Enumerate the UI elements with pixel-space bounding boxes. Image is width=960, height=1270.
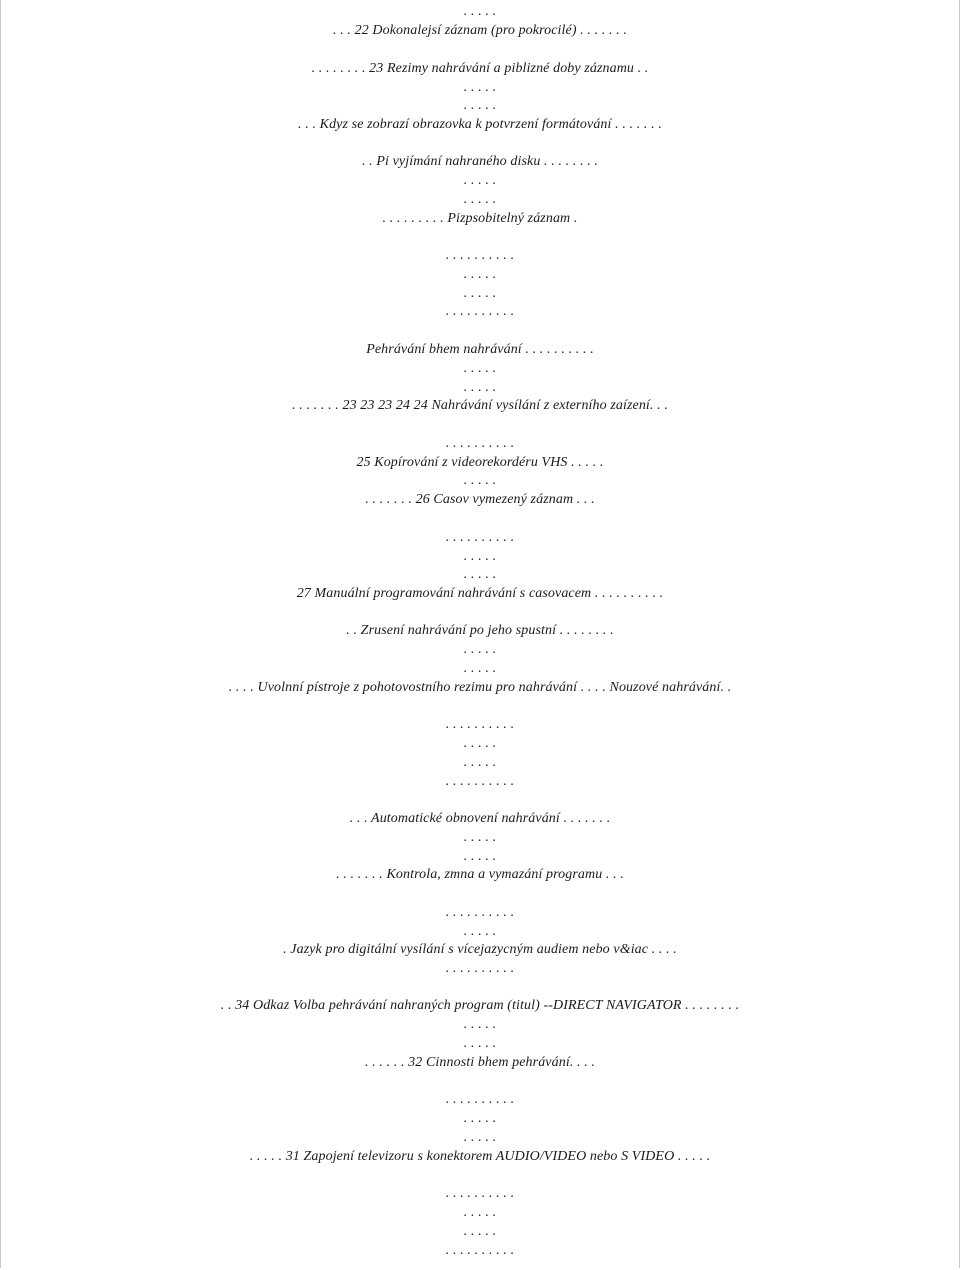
toc-line: . . . . . . . . . . — [445, 774, 515, 789]
toc-line: . . . . . — [463, 267, 497, 282]
toc-line: . . . . . . . . . . — [445, 248, 515, 263]
toc-line: . . . . . — [463, 1224, 497, 1239]
toc-line: . . . . . . . . . . — [445, 961, 515, 976]
toc-line: . . . . . — [463, 4, 497, 19]
toc-line: . . . . Uvolnní pístroje z pohotovostního rezimu pro nahrávání . . . . Nouzové nahrávání. . — [228, 680, 732, 695]
toc-line: . . . . . . . . . . — [445, 1243, 515, 1258]
toc-line: . . . . . . . . . . — [445, 717, 515, 732]
toc-line: . . . . . — [463, 380, 497, 395]
toc-line: . . . . . — [463, 98, 497, 113]
toc-line: . . . . . — [463, 1130, 497, 1145]
toc-line: . . . . . . . . . . — [445, 304, 515, 319]
toc-line: . . . . . — [463, 642, 497, 657]
toc-line: . . . . . — [463, 1111, 497, 1126]
toc-line: . . . Kdyz se zobrazí obrazovka k potvrzení formátování . . . . . . . — [298, 117, 662, 132]
toc-line: . . Pi vyjímání nahraného disku . . . . . . . . — [361, 154, 599, 169]
toc-line: . . . . . . . 26 Casov vymezený záznam . . . — [365, 492, 595, 507]
toc-line: . . . . . . . Kontrola, zmna a vymazání programu . . . — [336, 867, 624, 882]
toc-line: . . . . . — [463, 1017, 497, 1032]
toc-line: . . . . . — [463, 549, 497, 564]
toc-line: . . . . . . . . 23 Rezimy nahrávání a piblizné doby záznamu . . — [311, 61, 649, 76]
toc-line: . . . . . — [463, 849, 497, 864]
toc-line: . . . . . — [463, 830, 497, 845]
toc-line: . . . . . . . . . . — [445, 905, 515, 920]
toc-line: . . . . . . . . . Pizpsobitelný záznam . — [382, 211, 578, 226]
toc-line: . . Zrusení nahrávání po jeho spustní . . . . . . . . — [346, 623, 614, 638]
toc-line: . . . . . — [463, 661, 497, 676]
toc-line: . . . . . — [463, 192, 497, 207]
toc-line: . . . . . — [463, 567, 497, 582]
toc-line: . . . . . . . 23 23 23 24 24 Nahrávání vysílání z externího zaízení. . . — [292, 398, 668, 413]
toc-line: . . . 22 Dokonalejsí záznam (pro pokrocilé) . . . . . . . — [333, 23, 627, 38]
toc-line: . . . . . — [463, 1205, 497, 1220]
toc-line: . . . . . 31 Zapojení televizoru s konektorem AUDIO/VIDEO nebo S VIDEO . . . . . — [249, 1149, 711, 1164]
toc-line: . . . . . . . . . . — [445, 436, 515, 451]
toc-line: Pehrávání bhem nahrávání . . . . . . . . . . — [366, 342, 594, 357]
toc-line: . . . . . — [463, 286, 497, 301]
toc-line: 27 Manuální programování nahrávání s casovacem . . . . . . . . . . — [296, 586, 664, 601]
toc-line: . . . . . — [463, 924, 497, 939]
toc-line: . . . . . — [463, 80, 497, 95]
toc-line: . . . . . — [463, 473, 497, 488]
toc-line: . . 34 Odkaz Volba pehrávání nahraných program (titul) --DIRECT NAVIGATOR . . . . . . . . — [220, 998, 740, 1013]
toc-line: . . . . . . . . . . — [445, 1092, 515, 1107]
toc-line: . . . . . — [463, 755, 497, 770]
toc-line: . . . . . . 32 Cinnosti bhem pehrávání. . . . — [364, 1055, 596, 1070]
toc-line: . . . Automatické obnovení nahrávání . . . . . . . — [349, 811, 611, 826]
toc-line: . . . . . . . . . . — [445, 530, 515, 545]
toc-line: . Jazyk pro digitální vysílání s vícejazycným audiem nebo v&iac . . . . — [283, 942, 677, 957]
toc-line: . . . . . — [463, 173, 497, 188]
toc-line: . . . . . — [463, 361, 497, 376]
toc-line: . . . . . — [463, 1036, 497, 1051]
toc-line: . . . . . . . . . . — [445, 1186, 515, 1201]
toc-line: . . . . . — [463, 736, 497, 751]
toc-line: 25 Kopírování z videorekordéru VHS . . . . . — [356, 455, 604, 470]
